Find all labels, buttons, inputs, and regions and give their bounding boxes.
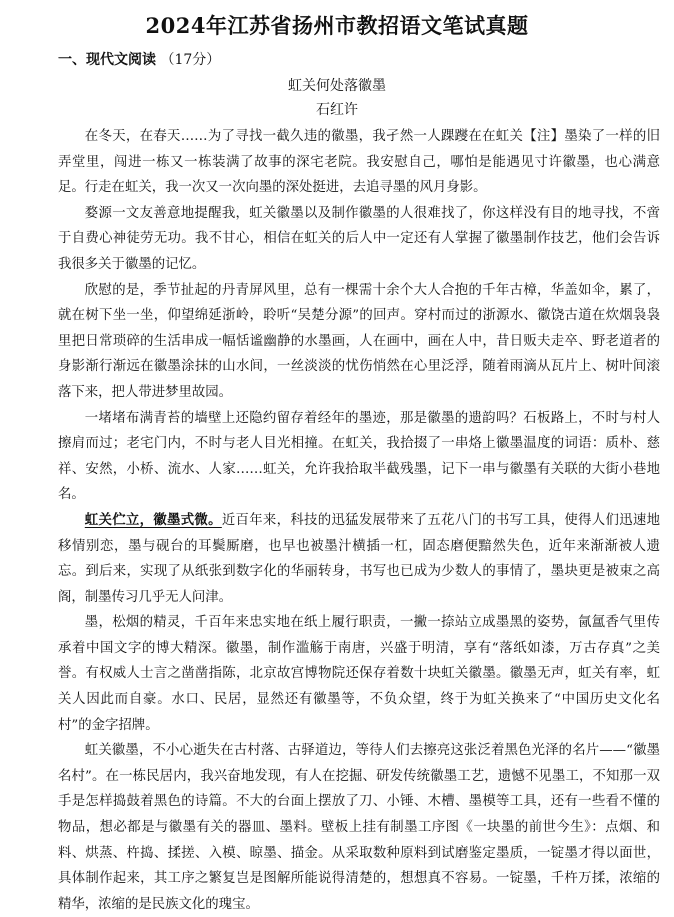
section-score: （17分）: [160, 52, 221, 68]
article-author: 石红许: [316, 102, 358, 118]
paragraph-1: 在冬天，在春天……为了寻找一截久违的徽墨，我孑然一人踝躞在在虹关【注】墨染了一样的旧弄堂里，闯进一栋又一栋装满了故事的深宅老院。我安慰自己，哪怕是能遇见寸许徽墨，也心满意足。行走在虹关，我一次又一次向墨的深处挺进，去追寻墨的风月身影。: [58, 129, 660, 196]
paragraph-5-text: 近百年来，科技的迅猛发展带来了五花八门的书写工具，使得人们迅速地移情别恋，墨与砚台的耳鬓厮磨，也早也被墨汁横插一杠，固态磨便黯然失色，近年来渐渐被人遗忘。到后来，实现了从纸张到数字化的华丽转身，书写也已成为少数人的事情了，墨块更是被束之高阁，制墨传习几乎无人问津。: [58, 512, 661, 605]
paragraph-3: 欣慰的是，季节扯起的丹青屏风里，总有一棵需十余个大人合抱的千年古樟，华盖如伞，累了，就在树下坐一坐，仰望绵延浙岭，聆听“吴楚分源”的回声。穿村而过的浙源水、徽饶古道在炊烟袅袅里把日常琐碎的生活串成一幅恬谧幽静的水墨画，人在画中，画在人中，昔日贩夫走卒、野老道者的身影渐行渐远在徽墨涂抹的山水间，一丝淡淡的忧伤悄然在心里泛浮，随着雨滴从瓦片上、树叶间滚落下来，把人带进梦里故园。: [58, 282, 660, 400]
paragraph-7: 虹关徽墨，不小心逝失在古村落、古驿道边，等待人们去擦亮这张泛着黑色光泽的名片——“徽墨名村”。在一栋民居内，我兴奋地发现，有人在挖掘、研发传统徽墨工艺，遗憾不见墨工，不知那一双手是怎样捣鼓着黑色的诗篇。不大的台面上摆放了刀、小锤、木槽、墨模等工具，还有一些看不懂的物品，想必都是与徽墨有关的器皿、墨料。壁板上挂有制墨工序图《一块墨的前世今生》：点烟、和料、烘蒸、杵捣、揉搓、入模、晾墨、描金。从采取数种原料到试磨鉴定墨质，一锭墨才得以面世，具体制作起来，其工序之繁复岂是图解所能说得清楚的，想想真不容易。一锭墨，千杵万揉，浓缩的精华，浓缩的是民族文化的瑰宝。: [58, 743, 660, 912]
section-heading-label: 一、现代文阅读: [58, 52, 156, 68]
article-body: [58, 124, 660, 917]
paragraph-5: [58, 508, 660, 610]
paragraph-6: 墨，松烟的精灵，千百年来忠实地在纸上履行职责，一撇一捺站立成墨黑的姿势，氤氲香气里传承着中国文字的博大精深。徽墨，制作滥觞于南唐，兴盛于明清，享有“落纸如漆，万古存真”之美誉。有权威人士言之凿凿指陈，北京故宫博物院还保存着数十块虹关徽墨。徽墨无声，虹关有率，虹关人因此而自豪。水口、民居，显然还有徽墨等，不负众望，终于为虹关换来了“中国历史文化名村”的金字招牌。: [58, 615, 660, 733]
section-heading: [58, 50, 220, 70]
highlight-phrase: 虹关伫立，徽墨式微。: [84, 511, 222, 528]
document-title: 2024年江苏省扬州市教招语文笔试真题: [145, 13, 529, 38]
paragraph-2: 婺源一文友善意地提醒我，虹关徽墨以及制作徽墨的人很难找了，你这样没有目的地寻找，不啻于自费心神徒劳无功。我不甘心，相信在虹关的后人中一定还有人掌握了徽墨制作技艺，他们会告诉我很多关于徽墨的记忆。: [58, 205, 660, 272]
article-title: 虹关何处落徽墨: [288, 78, 386, 94]
paragraph-4: 一堵堵布满青苔的墙壁上还隐约留存着经年的墨迹，那是徽墨的遗韵吗？石板路上，不时与村人擦肩而过；老宅门内，不时与老人目光相撞。在虹关，我拾掇了一串烙上徽墨温度的词语：质朴、慈祥、安然，小桥、流水、人家……虹关，允许我拾取半截残墨，记下一串与徽墨有关联的大街小巷地名。: [58, 410, 660, 503]
